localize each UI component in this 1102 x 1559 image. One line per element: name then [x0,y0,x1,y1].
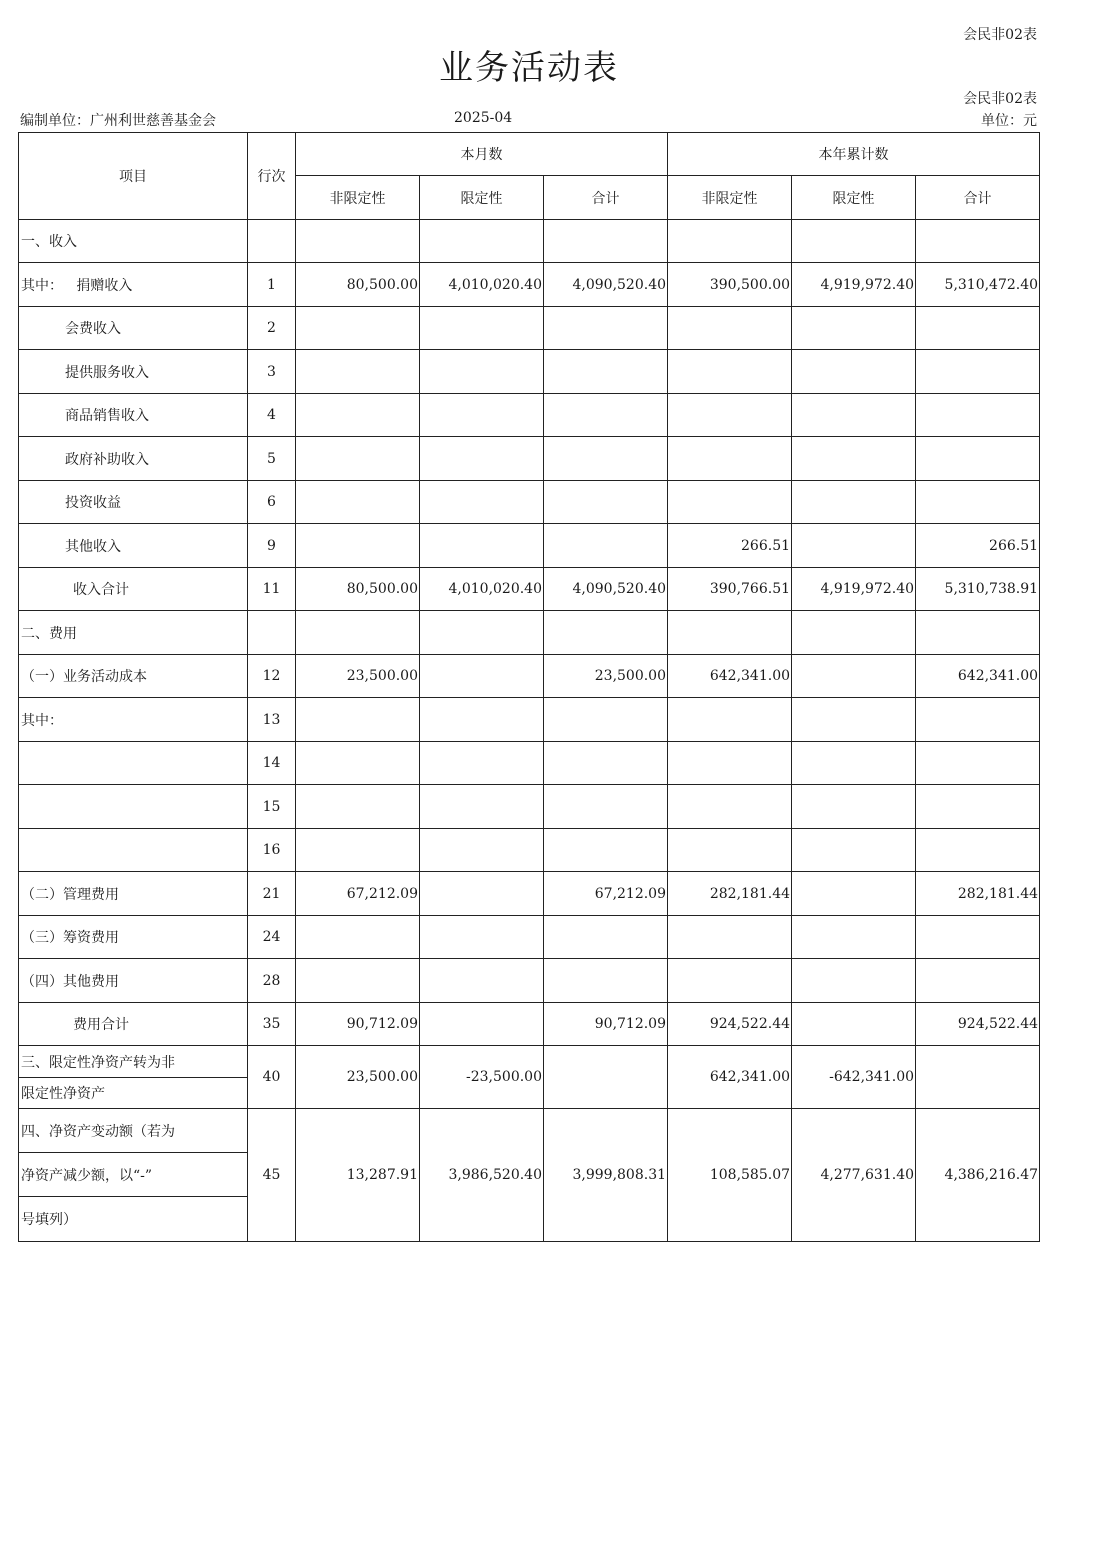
cell-month-unrestricted [296,959,420,1003]
row-label: （一）业务活动成本 [19,655,248,698]
table-row [19,829,1040,872]
cell-month-total [544,959,668,1003]
cell-month-unrestricted: 13,287.91 [296,1109,420,1242]
cell-month-unrestricted [296,785,420,829]
cell-month-unrestricted [296,437,420,481]
cell-month-unrestricted: 90,712.09 [296,1003,420,1046]
cell-ytd-unrestricted [668,742,792,785]
row-line-no: 45 [248,1109,296,1242]
row-label [19,1109,248,1242]
report-period: 2025-04 [454,110,513,126]
row-line-no: 24 [248,916,296,959]
cell-month-restricted [420,655,544,698]
cell-ytd-unrestricted [668,350,792,394]
cell-month-unrestricted: 67,212.09 [296,872,420,916]
cell-ytd-unrestricted: 924,522.44 [668,1003,792,1046]
header-month-total: 合计 [544,176,668,220]
row-label: 费用合计 [19,1003,248,1046]
cell-month-unrestricted [296,742,420,785]
cell-ytd-restricted [792,437,916,481]
cell-ytd-total [916,437,1040,481]
table-row [19,655,1040,698]
cell-ytd-total [916,307,1040,350]
cell-month-restricted [420,1003,544,1046]
header-item: 项目 [19,133,248,220]
cell-month-restricted [420,350,544,394]
cell-month-total [544,220,668,263]
form-code-secondary: 会民非02表 [963,91,1037,107]
cell-month-unrestricted [296,524,420,568]
row-line-no: 5 [248,437,296,481]
cell-month-total: 90,712.09 [544,1003,668,1046]
header-ytd-total: 合计 [916,176,1040,220]
table-row [19,959,1040,1003]
table-row [19,437,1040,481]
table-row [19,742,1040,785]
cell-ytd-restricted [792,785,916,829]
cell-ytd-total [916,481,1040,524]
row-label [19,742,248,785]
table-row [19,698,1040,742]
cell-ytd-restricted [792,698,916,742]
cell-ytd-total [916,1046,1040,1109]
row-label: 其中： [19,698,248,742]
cell-ytd-restricted [792,916,916,959]
table-row [19,916,1040,959]
row-label-line: 三、限定性净资产转为非 [19,1046,247,1078]
cell-month-restricted: 3,986,520.40 [420,1109,544,1242]
row-line-no: 35 [248,1003,296,1046]
row-label: （四）其他费用 [19,959,248,1003]
row-label: 会费收入 [19,307,248,350]
header-month-unrestricted: 非限定性 [296,176,420,220]
cell-month-total [544,481,668,524]
cell-ytd-unrestricted [668,959,792,1003]
row-line-no: 6 [248,481,296,524]
cell-month-total [544,611,668,655]
table-row-expense-total [19,1003,1040,1046]
cell-month-unrestricted [296,916,420,959]
cell-month-unrestricted [296,611,420,655]
cell-ytd-restricted [792,611,916,655]
table-row-income-total [19,568,1040,611]
cell-month-total: 4,090,520.40 [544,263,668,307]
cell-month-total [544,785,668,829]
row-line-no: 3 [248,350,296,394]
cell-ytd-total [916,394,1040,437]
row-line-no: 40 [248,1046,296,1109]
prepared-by: 编制单位：广州利世慈善基金会 [20,113,216,129]
cell-month-restricted [420,742,544,785]
cell-month-restricted [420,524,544,568]
cell-month-restricted [420,394,544,437]
cell-month-total [544,524,668,568]
row-label-line: 四、净资产变动额（若为 [19,1109,247,1153]
cell-month-restricted [420,872,544,916]
cell-ytd-unrestricted [668,481,792,524]
cell-ytd-restricted [792,394,916,437]
cell-ytd-total [916,698,1040,742]
row-line-no: 13 [248,698,296,742]
header-current-month: 本月数 [296,133,668,176]
row-label-line: 限定性净资产 [21,1086,105,1102]
cell-month-restricted [420,220,544,263]
cell-ytd-unrestricted [668,829,792,872]
row-label: 商品销售收入 [19,394,248,437]
cell-month-total: 3,999,808.31 [544,1109,668,1242]
cell-month-restricted [420,611,544,655]
cell-month-restricted [420,829,544,872]
row-label: 二、费用 [19,611,248,655]
cell-ytd-unrestricted [668,698,792,742]
table-row-net-asset-change [19,1109,1040,1242]
cell-ytd-total: 4,386,216.47 [916,1109,1040,1242]
cell-month-unrestricted [296,481,420,524]
row-line-no: 14 [248,742,296,785]
cell-month-total [544,698,668,742]
cell-month-restricted: -23,500.00 [420,1046,544,1109]
row-line-no: 15 [248,785,296,829]
cell-ytd-restricted: 4,277,631.40 [792,1109,916,1242]
cell-ytd-restricted: 4,919,972.40 [792,263,916,307]
header-ytd-unrestricted: 非限定性 [668,176,792,220]
row-line-no: 9 [248,524,296,568]
cell-month-total [544,742,668,785]
cell-ytd-total: 924,522.44 [916,1003,1040,1046]
cell-ytd-unrestricted [668,394,792,437]
cell-ytd-unrestricted: 642,341.00 [668,1046,792,1109]
cell-ytd-unrestricted [668,437,792,481]
row-label: 提供服务收入 [19,350,248,394]
cell-month-restricted [420,698,544,742]
cell-ytd-total: 5,310,738.91 [916,568,1040,611]
cell-ytd-restricted [792,524,916,568]
table-row [19,263,1040,307]
cell-ytd-restricted [792,742,916,785]
cell-ytd-total [916,611,1040,655]
table-row [19,481,1040,524]
cell-ytd-restricted [792,220,916,263]
cell-ytd-unrestricted: 390,766.51 [668,568,792,611]
cell-month-restricted: 4,010,020.40 [420,568,544,611]
row-label: （三）筹资费用 [19,916,248,959]
cell-ytd-unrestricted: 642,341.00 [668,655,792,698]
cell-ytd-restricted [792,655,916,698]
cell-month-unrestricted [296,394,420,437]
cell-ytd-total [916,350,1040,394]
cell-ytd-total [916,785,1040,829]
cell-month-unrestricted [296,350,420,394]
row-label [19,1046,248,1109]
cell-ytd-unrestricted: 108,585.07 [668,1109,792,1242]
cell-month-restricted [420,437,544,481]
row-label: 一、收入 [19,220,248,263]
cell-month-total: 4,090,520.40 [544,568,668,611]
cell-month-restricted: 4,010,020.40 [420,263,544,307]
row-line-no: 16 [248,829,296,872]
cell-ytd-total: 282,181.44 [916,872,1040,916]
cell-month-unrestricted [296,220,420,263]
cell-month-total [544,307,668,350]
row-line-no: 28 [248,959,296,1003]
table-row [19,785,1040,829]
row-label: 投资收益 [19,481,248,524]
cell-ytd-restricted [792,307,916,350]
cell-ytd-restricted [792,1003,916,1046]
row-line-no [248,220,296,263]
row-label [19,829,248,872]
header-ytd-restricted: 限定性 [792,176,916,220]
cell-month-total: 67,212.09 [544,872,668,916]
cell-ytd-total: 642,341.00 [916,655,1040,698]
table-row [19,524,1040,568]
cell-ytd-total [916,916,1040,959]
cell-month-total [544,394,668,437]
table-row-net-asset-transfer [19,1046,1040,1109]
table-row [19,611,1040,655]
header-line-no: 行次 [248,133,296,220]
row-label-line: 号填列） [21,1212,77,1228]
cell-ytd-total: 5,310,472.40 [916,263,1040,307]
row-label [19,785,248,829]
cell-ytd-restricted [792,829,916,872]
cell-ytd-restricted [792,959,916,1003]
header-month-restricted: 限定性 [420,176,544,220]
cell-month-unrestricted [296,698,420,742]
row-label: 其他收入 [19,524,248,568]
cell-month-restricted [420,481,544,524]
cell-ytd-unrestricted [668,916,792,959]
currency-unit: 单位：元 [981,113,1037,129]
cell-ytd-unrestricted [668,307,792,350]
cell-ytd-total [916,220,1040,263]
header-year-to-date: 本年累计数 [668,133,1040,176]
activity-statement-table [18,132,1040,1242]
cell-ytd-unrestricted: 266.51 [668,524,792,568]
cell-month-total [544,916,668,959]
cell-month-restricted [420,307,544,350]
cell-month-unrestricted: 80,500.00 [296,263,420,307]
cell-ytd-total [916,829,1040,872]
cell-ytd-restricted [792,872,916,916]
cell-ytd-unrestricted [668,785,792,829]
row-label-line: 净资产减少额，以“-” [19,1153,247,1197]
row-label: 收入合计 [19,568,248,611]
cell-ytd-restricted: 4,919,972.40 [792,568,916,611]
row-line-no: 1 [248,263,296,307]
cell-month-restricted [420,916,544,959]
cell-month-unrestricted: 23,500.00 [296,1046,420,1109]
table-row [19,220,1040,263]
cell-month-restricted [420,959,544,1003]
cell-month-unrestricted [296,829,420,872]
row-line-no: 21 [248,872,296,916]
row-line-no: 4 [248,394,296,437]
cell-month-total [544,350,668,394]
cell-month-total: 23,500.00 [544,655,668,698]
table-row [19,350,1040,394]
row-label: 其中： 捐赠收入 [19,263,248,307]
row-line-no [248,611,296,655]
cell-ytd-restricted [792,481,916,524]
cell-ytd-total [916,742,1040,785]
row-label: 政府补助收入 [19,437,248,481]
cell-month-restricted [420,785,544,829]
row-line-no: 12 [248,655,296,698]
cell-ytd-unrestricted: 390,500.00 [668,263,792,307]
cell-ytd-total [916,959,1040,1003]
table-row [19,872,1040,916]
cell-month-total [544,437,668,481]
row-line-no: 11 [248,568,296,611]
table-row [19,394,1040,437]
cell-month-unrestricted: 23,500.00 [296,655,420,698]
cell-month-total [544,1046,668,1109]
table-row [19,307,1040,350]
cell-ytd-unrestricted [668,220,792,263]
cell-ytd-total: 266.51 [916,524,1040,568]
cell-month-total [544,829,668,872]
row-label: （二）管理费用 [19,872,248,916]
cell-ytd-restricted: -642,341.00 [792,1046,916,1109]
cell-ytd-unrestricted: 282,181.44 [668,872,792,916]
cell-month-unrestricted: 80,500.00 [296,568,420,611]
cell-ytd-unrestricted [668,611,792,655]
cell-month-unrestricted [296,307,420,350]
form-code: 会民非02表 [963,27,1037,43]
row-line-no: 2 [248,307,296,350]
page-title: 业务活动表 [439,48,619,88]
cell-ytd-restricted [792,350,916,394]
